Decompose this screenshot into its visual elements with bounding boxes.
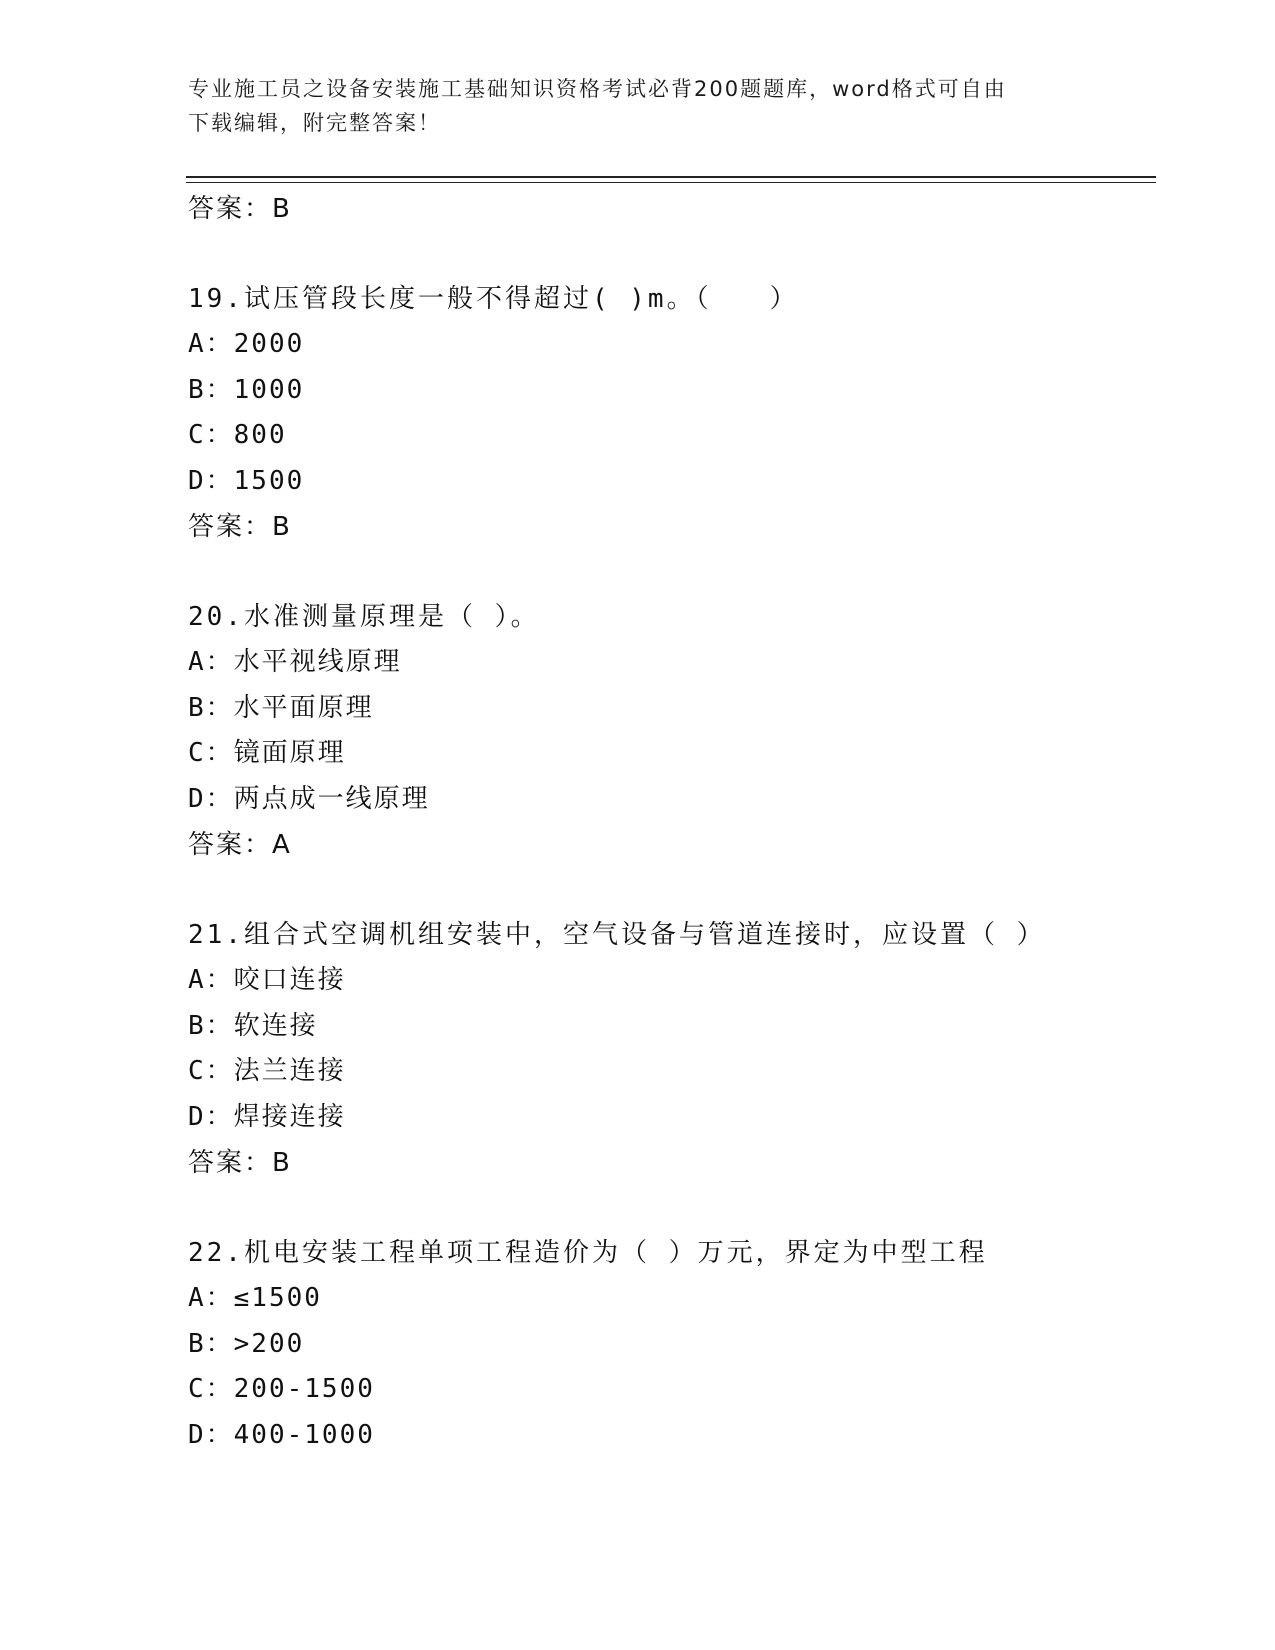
option-b: B：>200 <box>188 1328 305 1359</box>
answer: 答案：B <box>188 512 292 542</box>
option-c: C：800 <box>188 420 287 450</box>
option-b: B：软连接 <box>188 1010 318 1041</box>
option-d: D：400-1000 <box>188 1419 375 1450</box>
option-d: D：两点成一线原理 <box>188 783 430 814</box>
question-title: 20.水准测量原理是（ ）。 <box>188 602 540 632</box>
option-d: D：焊接连接 <box>188 1101 346 1132</box>
question-list <box>188 186 1148 1458</box>
answer: 答案：A <box>188 830 292 860</box>
option-d: D：1500 <box>188 465 305 496</box>
header-rule-thick <box>186 176 1156 178</box>
header-line-1: 专业施工员之设备安装施工基础知识资格考试必背200题题库，word格式可自由 <box>188 77 1007 101</box>
option-a: A：≤1500 <box>188 1283 322 1313</box>
option-b: B：水平面原理 <box>188 692 374 723</box>
question-20 <box>188 594 1148 868</box>
answer-previous: 答案：B <box>188 194 292 224</box>
question-22 <box>188 1230 1148 1458</box>
answer: 答案：B <box>188 1148 292 1178</box>
option-c: C：镜面原理 <box>188 738 346 768</box>
header-rule-thin <box>186 182 1156 183</box>
header-line-2: 下载编辑，附完整答案！ <box>188 111 441 135</box>
option-c: C：200-1500 <box>188 1374 375 1404</box>
option-c: C：法兰连接 <box>188 1056 346 1086</box>
question-title: 21.组合式空调机组安装中，空气设备与管道连接时，应设置（ ） <box>188 920 1046 950</box>
option-b: B：1000 <box>188 374 305 405</box>
option-a: A：咬口连接 <box>188 965 346 995</box>
option-a: A：2000 <box>188 329 305 359</box>
option-a: A：水平视线原理 <box>188 647 402 677</box>
document-header <box>188 72 1088 140</box>
question-title: 19.试压管段长度一般不得超过( )m。（ ） <box>188 284 799 314</box>
question-title: 22.机电安装工程单项工程造价为（ ）万元，界定为中型工程 <box>188 1238 988 1268</box>
question-21 <box>188 912 1148 1186</box>
question-19 <box>188 276 1148 550</box>
